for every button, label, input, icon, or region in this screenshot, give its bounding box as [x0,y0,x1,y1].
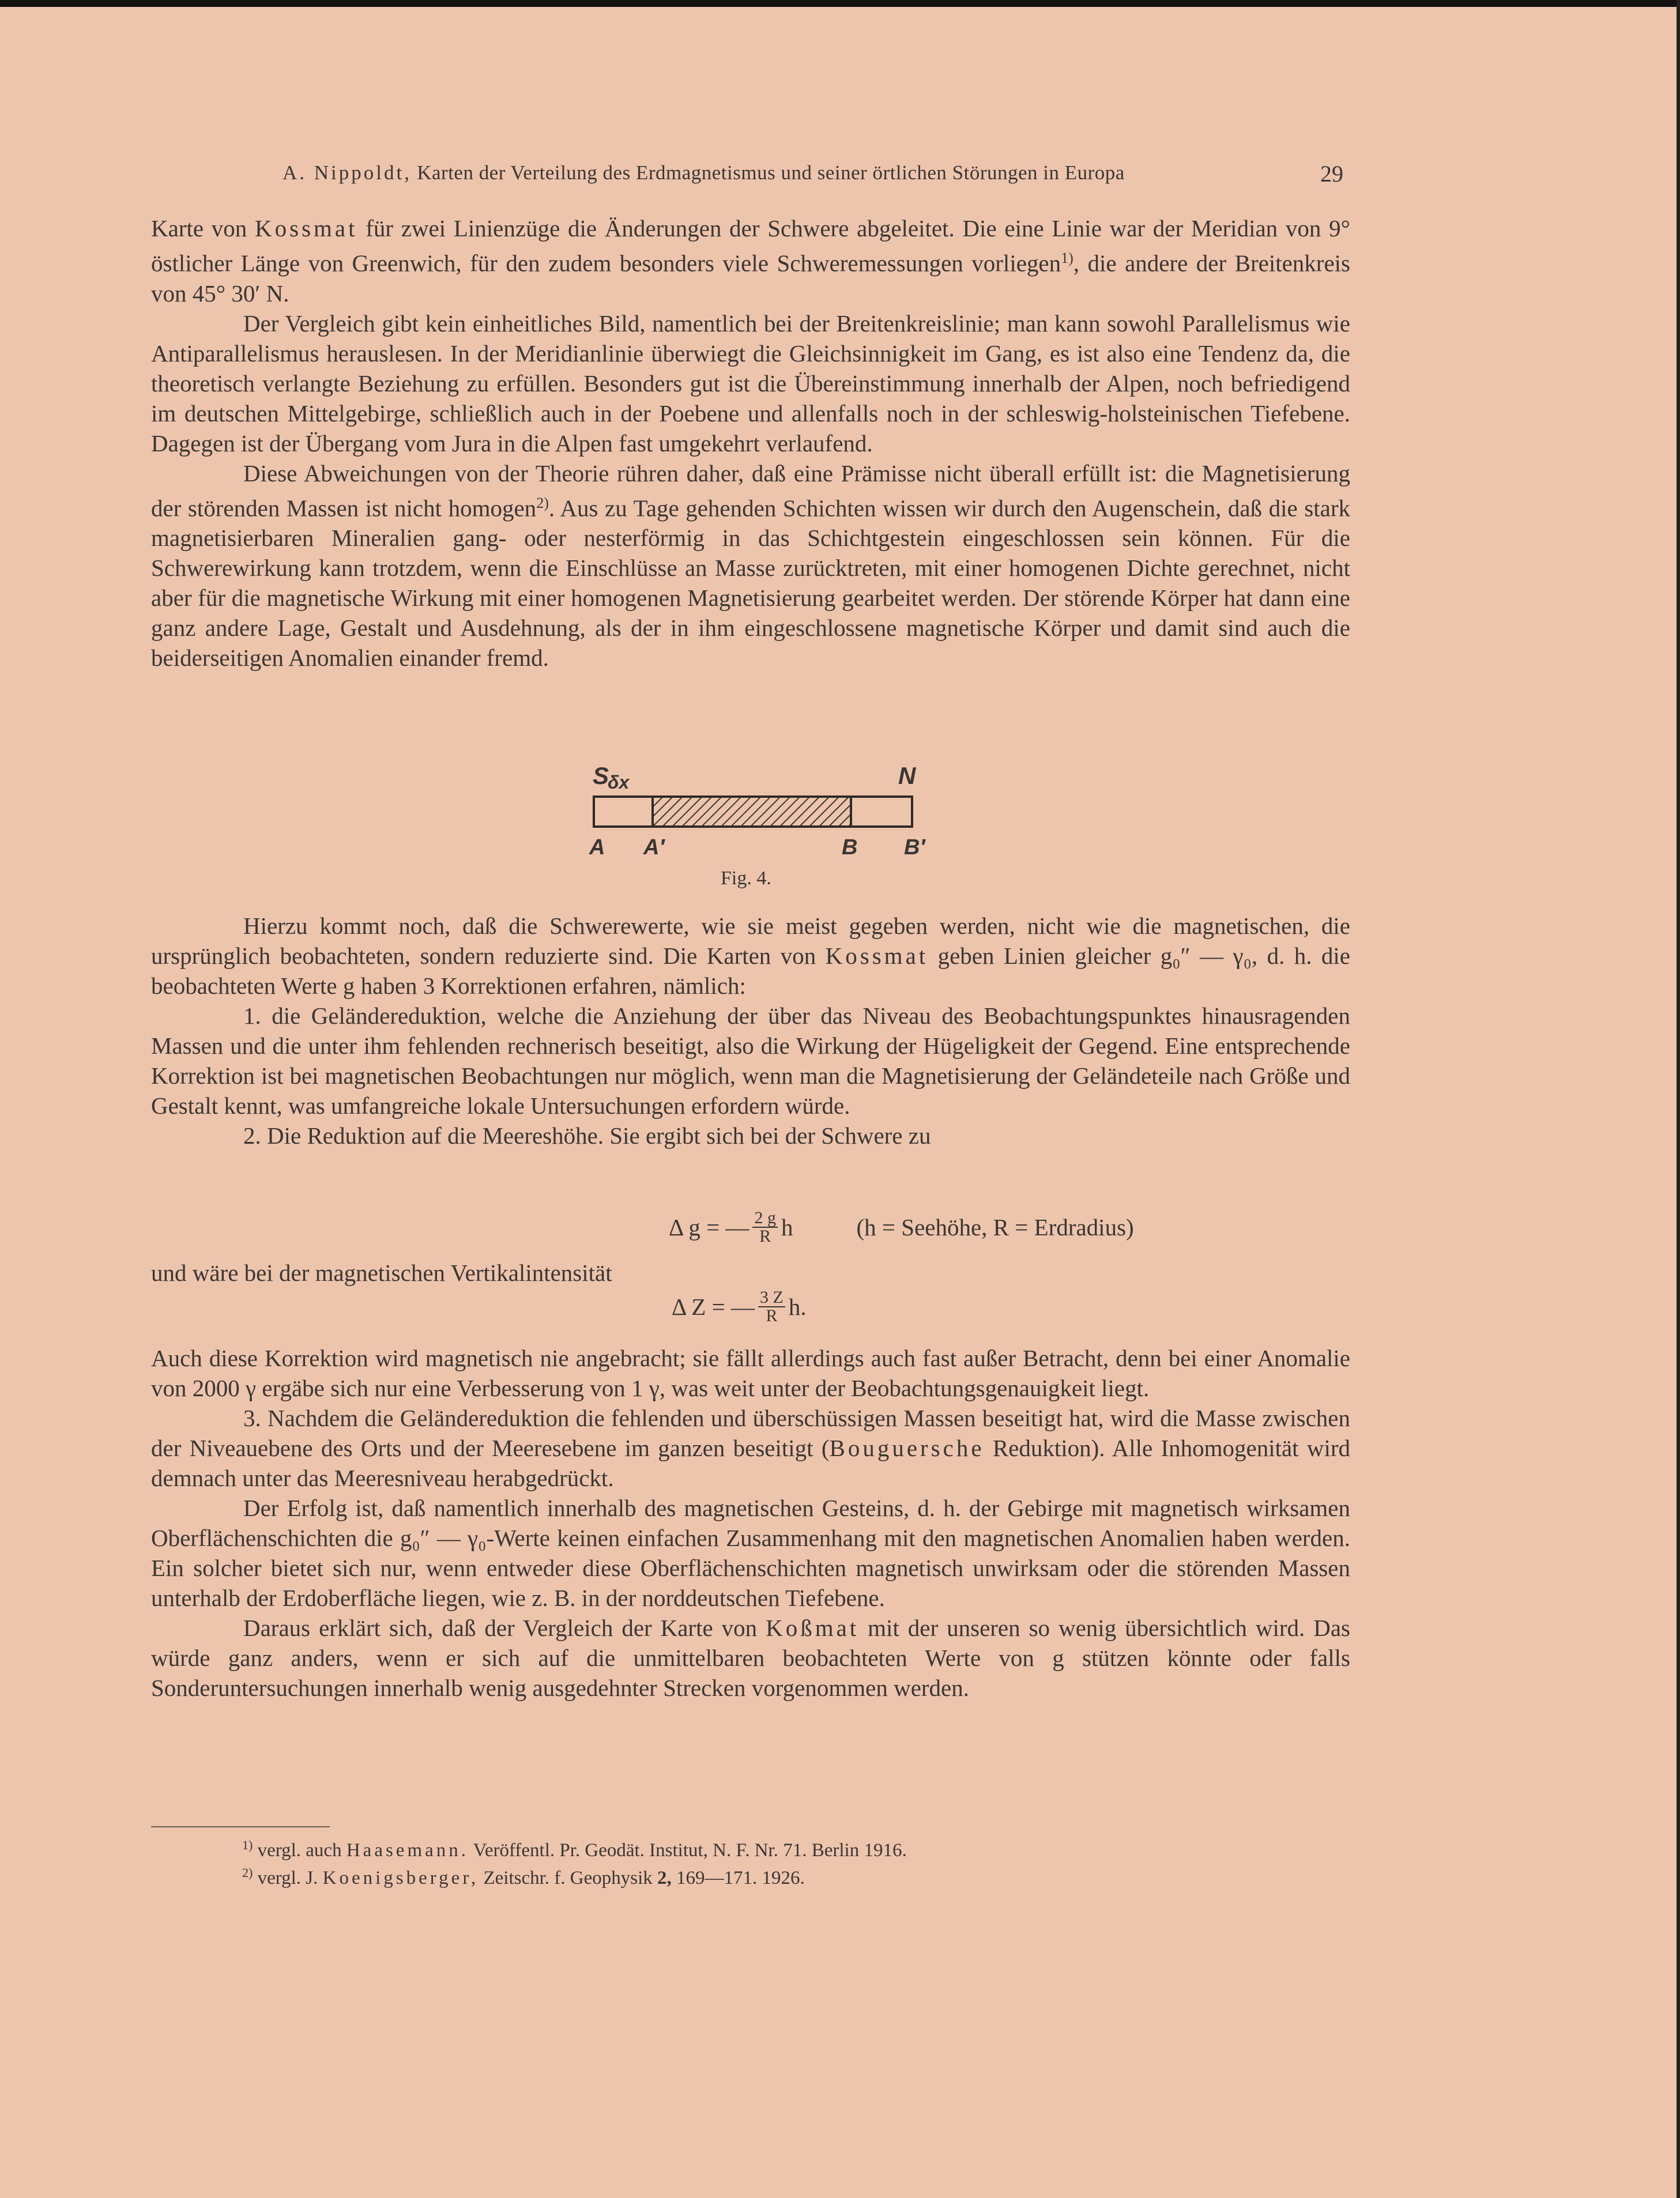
figure-label-s: S [593,762,609,789]
text-block-bottom [151,1343,1350,1703]
paragraph-6: Der Erfolg ist, daß namentlich innerhalb des magnetischen Gesteins, d. h. der Gebirge mit magnetisch wirksamen Oberflächenschichten die g₀″ — γ₀-Werte keinen einfachen Zusammenhang mit den magnetischen Anomalien haben werden. Ein solcher bietet sich nur, wenn entweder diese Oberflächenschichten magnetisch unwirksam oder die störenden Massen unterhalb der Erdoberfläche liegen, wie z. B. in der norddeutschen Tiefebene. [151,1495,1350,1611]
figure-4-diagram [577,755,946,865]
footnote-1: $^{1)}$ vergl. auch Haasemann. Veröffentl. Pr. Geodät. Institut, N. F. Nr. 71. Berlin 1916. [242,1838,907,1861]
text-between-formulas: und wäre bei der magnetischen Vertikalintensität [151,1260,612,1286]
formula-gravity: Δ g = — $\frac{2 g}{R}$ h (h = Seehöhe, R = Erdradius) [669,1208,1134,1246]
text-block-middle [151,911,1350,1151]
paragraph-2: Der Vergleich gibt kein einheitliches Bild, namentlich bei der Breitenkreislinie; man kann sowohl Parallelismus wie Antiparallelismus herauslesen. In der Meridianlinie überwiegt die Gleichsinnigkeit im Gang, es ist also eine Tendenz da, die theoretisch verlangte Beziehung zu erfüllen. Besonders gut ist die Übereinstimmung innerhalb der Alpen, noch befriedigend im deutschen Mittelgebirge, schließlich auch in der Poebene und allenfalls noch in der schleswig-holsteinischen Tiefebene. Dagegen ist der Übergang vom Jura in die Alpen fast umgekehrt verlaufend. [151,310,1350,457]
figure-label-n: N [898,762,916,789]
figure-label-a-prime: A′ [643,835,665,859]
paragraph-7: Daraus erklärt sich, daß der Vergleich der Karte von Koßmat mit der unseren so wenig übersichtlich wird. Das würde ganz anders, wenn er sich auf die unmittelbaren beobachteten Werte von g stützen könnte oder falls Sonderuntersuchungen innerhalb wenig ausgedehnter Strecken vorgenommen werden. [151,1615,1351,1701]
list-item-3: 3. Nachdem die Geländereduktion die fehlenden und überschüssigen Massen beseitigt hat, wird die Masse zwischen der Niveauebene des Orts und der Meeresebene im ganzen beseitigt (Bouguersche Reduktion). Alle Inhomogenität wird demnach unter das Meeresniveau herabgedrückt. [151,1405,1350,1491]
footnote-ref-1: 1) [1061,250,1073,266]
figure-caption: Fig. 4. [721,868,771,889]
paragraph-4: Hierzu kommt noch, daß die Schwerewerte, wie sie meist gegeben werden, nicht wie die magnetischen, die ursprünglich beobachteten, sondern reduzierte sind. Die Karten von Kossmat geben Linien gleicher g₀″ — γ₀, d. h. die beobachteten Werte g haben 3 Korrektionen erfahren, nämlich: [151,913,1350,999]
paragraph-3: Diese Abweichungen von der Theorie rühren daher, daß eine Prämisse nicht überall erfüllt ist: die Magnetisierung der störenden Massen ist nicht homogen$^{2)}$. Aus zu Tage gehenden Schichten wissen wir durch den Augenschein, daß die stark magnetisierbaren Mineralien gang- oder nesterförmig in das Schichtgestein eingeschlossen sein können. Für die Schwerewirkung kann trotzdem, wenn die Einschlüsse an Masse zurücktreten, mit einer homogenen Dichte gerechnet, nicht aber für die magnetische Wirkung mit einer homogenen Magnetisierung gearbeitet werden. Der störende Körper hat dann eine ganz andere Lage, Gestalt und Ausdehnung, als der in ihm eingeschlossene magnetische Körper und damit sind auch die beiderseitigen Anomalien einander fremd. [151,459,1350,672]
scan-right-border [1677,0,1680,2198]
formula-gravity-fraction: $\frac{2 g}{R}$ [752,1209,778,1245]
paragraph-5: Auch diese Korrektion wird magnetisch nie angebracht; sie fällt allerdings auch fast außer Betracht, denn bei einer Anomalie von 2000 γ ergäbe sich nur eine Verbesserung von 1 γ, was weit unter der Beobachtungsgenauigkeit liegt. [151,1345,1350,1401]
list-item-1: 1. die Geländereduktion, welche die Anziehung der über das Niveau des Beobachtungspunktes hinausragenden Massen und die unter ihm fehlenden rechnerisch beseitigt, also die Wirkung der Hügeligkeit der Gegend. Eine entsprechende Korrektion ist bei magnetischen Beobachtungen nur möglich, wenn man die Magnetisierung der Geländeteile nach Größe und Gestalt kennt, was umfangreiche lokale Untersuchungen erfordern würde. [151,1002,1350,1119]
magnet-bar-hatched-segment [653,797,851,827]
author-name-kossmat: Kossmat [255,215,358,242]
header-author: A. Nippoldt, [282,161,412,184]
paragraph-1: Karte von Kossmat für zwei Linienzüge die Änderungen der Schwere abgeleitet. Die eine Linie war der Meridian von 9° östlicher Länge von Greenwich, für den zudem besonders viele Schweremessungen vorliegen$^{1)}$, die andere der Breitenkreis von 45° 30′ N. [151,215,1350,307]
running-header [282,161,1349,184]
formula-gravity-note: (h = Seehöhe, R = Erdradius) [856,1214,1134,1241]
footnote-2: $^{2)}$ vergl. J. Koenigsberger, Zeitschr. f. Geophysik 2, 169—171. 1926. [242,1865,805,1888]
author-name-kossmat-3: Koßmat [766,1615,860,1641]
text-block-top [151,213,1350,673]
author-name-bouguer: Bouguersche [829,1435,985,1461]
formula-vertical-intensity: Δ Z = — $\frac{3 Z}{R}$ h. [672,1288,807,1325]
list-item-2: 2. Die Reduktion auf die Meereshöhe. Sie ergibt sich bei der Schwere zu [243,1122,931,1149]
figure-label-a: A [589,835,605,859]
page-number: 29 [1320,161,1343,187]
author-name-kossmat-2: Kossmat [825,942,929,969]
figure-label-dx: δx [608,772,630,793]
footnote-ref-2: 2) [536,494,549,511]
scan-top-border [0,0,1680,7]
footnote-separator [151,1826,330,1827]
header-title: Karten der Verteilung des Erdmagnetismus und seiner örtlichen Störungen in Europa [417,161,1125,184]
figure-label-b-prime: B′ [904,835,925,859]
figure-label-b: B [842,835,858,859]
formula-vertical-fraction: $\frac{3 Z}{R}$ [758,1289,785,1325]
